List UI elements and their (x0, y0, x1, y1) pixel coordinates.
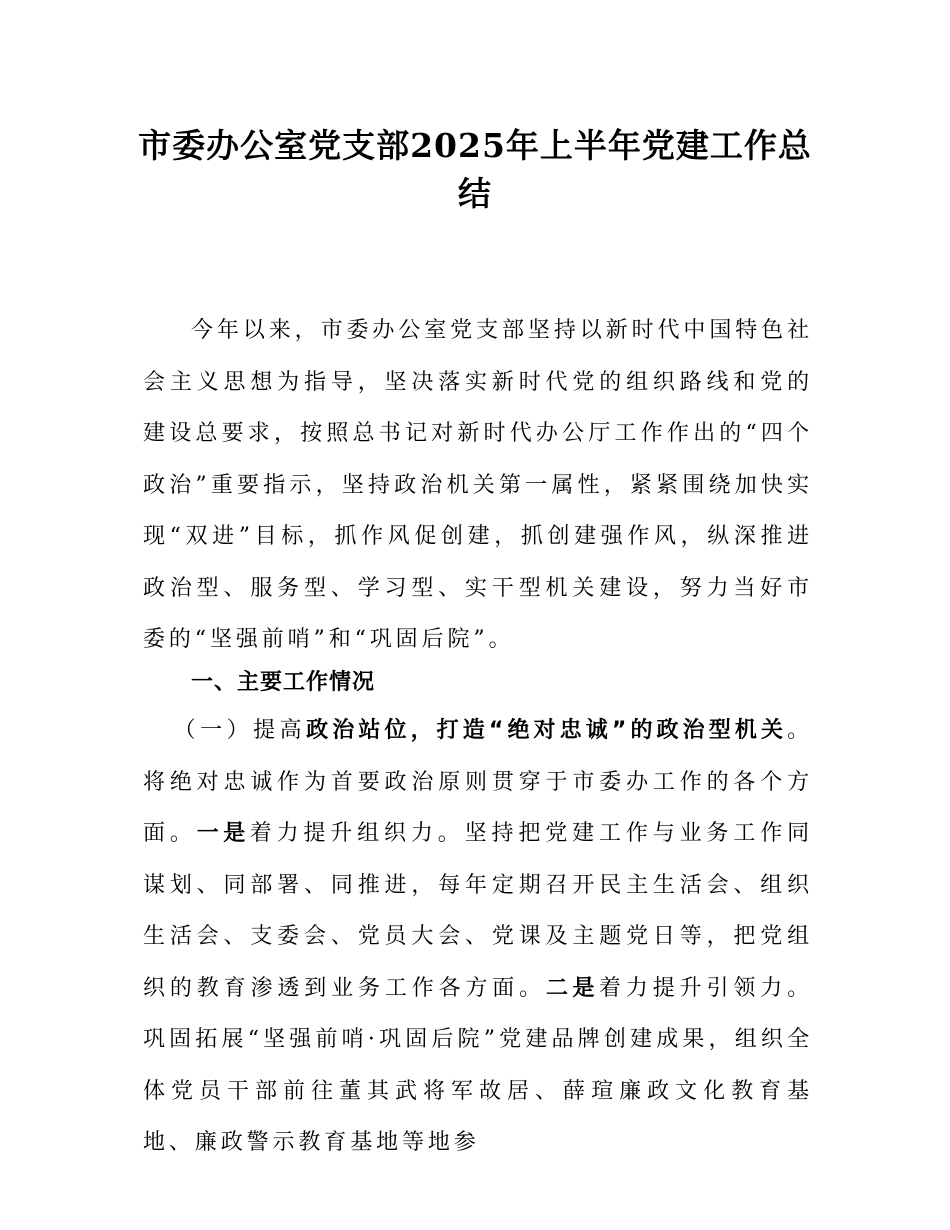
point-two-label: 二是 (546, 975, 599, 1001)
section-heading-main-work: 一、主要工作情况 (191, 670, 376, 695)
subsection-text-b: 着力提升组织力。坚持把党建工作与业务工作同谋划、同部署、同推进，每年定期召开民主生活会、组织生活会、支委会、党员大会、党课及主题党日等，把党组织的教育渗透到业务工作各方面。 (143, 821, 813, 1001)
document-title-line-1: 市委办公室党支部2025年上半年党建工作总 (138, 126, 812, 165)
document-title-line-2: 结 (458, 174, 492, 213)
subsection-text-c: 着力提升引领力。巩固拓展“坚强前哨·巩固后院”党建品牌创建成果，组织全体党员干部前往董其武将军故居、薛瑄廉政文化教育基地、廉政警示教育基地等地参 (143, 975, 813, 1155)
subsection-bold-title: 政治站位，打造“绝对忠诚”的政治型机关 (306, 718, 788, 743)
subsection-paragraph-political (143, 705, 813, 1169)
subsection-period: 。 (787, 718, 813, 743)
subsection-prefix: （一）提高 (173, 718, 307, 743)
intro-paragraph-text: 今年以来，市委办公室党支部坚持以新时代中国特色社会主义思想为指导，坚决落实新时代党的组织路线和党的建设总要求，按照总书记对新时代办公厅工作作出的“四个政治”重要指示，坚持政治机关第一属性，紧紧围绕加快实现“双进”目标，抓作风促创建，抓创建强作风，纵深推进政治型、服务型、学习型、实干型机关建设，努力当好市委的“坚强前哨”和“巩固后院”。 (143, 318, 813, 652)
subsection-text-a: 将绝对忠诚作为首要政治原则贯穿于市委办工作的各个方面。 (143, 769, 813, 846)
point-one-label: 一是 (196, 821, 250, 846)
intro-paragraph (143, 305, 813, 666)
